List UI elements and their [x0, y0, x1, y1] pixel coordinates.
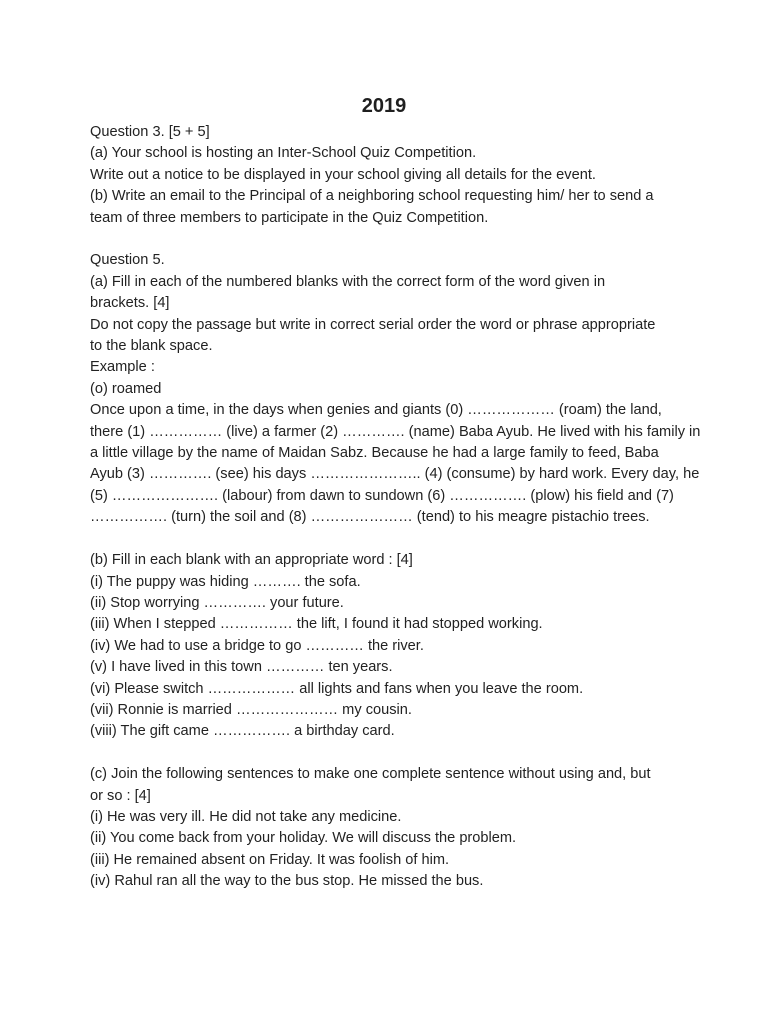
- text-line: (iii) He remained absent on Friday. It was foolish of him.: [90, 851, 450, 868]
- text-line: (ii) You come back from your holiday. We will discuss the problem.: [90, 830, 517, 847]
- text-line: (vii) Ronnie is married ………………… my cousin.: [90, 701, 412, 718]
- text-line: Do not copy the passage but write in correct serial order the word or phrase appropriate: [90, 316, 656, 333]
- text-line: (vi) Please switch ……………… all lights and fans when you leave the room.: [90, 680, 584, 697]
- text-line: Question 5.: [90, 252, 165, 269]
- document-body: [90, 122, 701, 893]
- text-line: (i) He was very ill. He did not take any medicine.: [90, 808, 402, 825]
- text-line: a little village by the name of Maidan Sabz. Because he had a large family to feed, Baba: [90, 445, 659, 462]
- text-line: (iv) We had to use a bridge to go ………… the river.: [90, 637, 424, 654]
- text-line: Once upon a time, in the days when genies and giants (0) ……………… (roam) the land,: [90, 402, 662, 419]
- text-line: (a) Fill in each of the numbered blanks with the correct form of the word given in: [90, 273, 606, 290]
- text-line: Ayub (3) …………. (see) his days ………………….. (4) (consume) by hard work. Every day, he: [90, 466, 700, 483]
- text-line: (o) roamed: [90, 380, 162, 397]
- text-line: brackets. [4]: [90, 295, 170, 312]
- text-line: (5) …………………. (labour) from dawn to sundown (6) ……………. (plow) his field and (7): [90, 487, 674, 504]
- text-line: (viii) The gift came ……………. a birthday card.: [90, 723, 395, 740]
- text-line: (b) Write an email to the Principal of a neighboring school requesting him/ her to send a: [90, 188, 654, 205]
- blank-line: [90, 743, 690, 764]
- text-line: or so : [4]: [90, 787, 151, 804]
- text-line: Write out a notice to be displayed in your school giving all details for the event.: [90, 166, 596, 183]
- text-line: ……………. (turn) the soil and (8) ………………… (tend) to his meagre pistachio trees.: [90, 509, 650, 526]
- text-line: team of three members to participate in the Quiz Competition.: [90, 209, 489, 226]
- text-line: (ii) Stop worrying …………. your future.: [90, 594, 344, 611]
- text-line: to the blank space.: [90, 338, 213, 355]
- page-title: 2019: [361, 95, 407, 117]
- text-line: (iii) When I stepped …………… the lift, I found it had stopped working.: [90, 616, 543, 633]
- text-line: there (1) …………… (live) a farmer (2) …………. (name) Baba Ayub. He lived with his family in: [90, 423, 701, 440]
- text-line: Example :: [90, 359, 155, 376]
- text-line: Question 3. [5 + 5]: [90, 124, 210, 140]
- text-line: (a) Your school is hosting an Inter-School Quiz Competition.: [90, 145, 477, 162]
- text-line: (b) Fill in each blank with an appropriate word : [4]: [90, 552, 413, 569]
- text-line: (i) The puppy was hiding ………. the sofa.: [90, 573, 361, 590]
- text-line: (iv) Rahul ran all the way to the bus stop. He missed the bus.: [90, 873, 484, 890]
- text-line: (c) Join the following sentences to make one complete sentence without using and, but: [90, 766, 651, 783]
- text-line: (v) I have lived in this town ………… ten years.: [90, 659, 393, 676]
- blank-line: [90, 229, 690, 250]
- blank-line: [90, 529, 690, 550]
